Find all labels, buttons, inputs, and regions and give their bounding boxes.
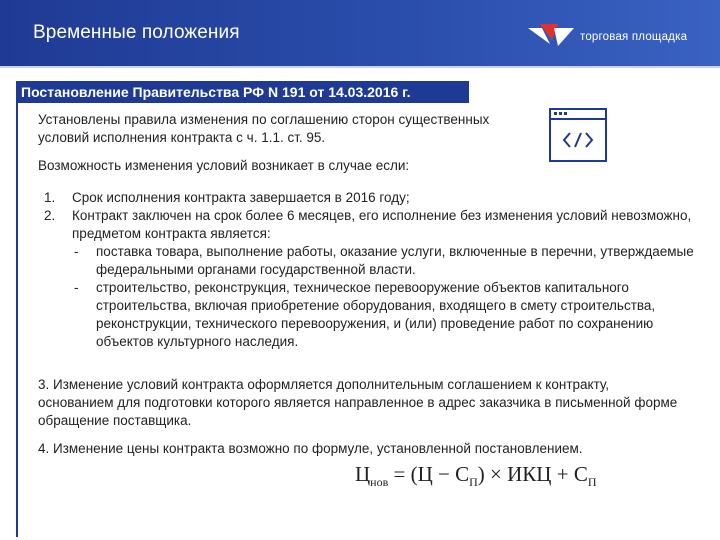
sublist-item bbox=[72, 243, 694, 279]
list-number: 2. bbox=[44, 208, 56, 223]
price-formula bbox=[355, 462, 685, 498]
sublist-dash: - bbox=[74, 244, 79, 259]
formula-lhs-sub: нов bbox=[370, 475, 389, 490]
page-title: Временные положения bbox=[33, 22, 240, 43]
formula-sub2: П bbox=[587, 475, 597, 490]
formula-sub1: П bbox=[469, 475, 478, 490]
list-item-text: Срок исполнения контракта завершается в 2016 году; bbox=[72, 190, 410, 205]
list-item-text: Контракт заключен на срок более 6 месяцев, его исполнение без изменения условий невозможно, предметом контракта является: bbox=[72, 208, 692, 241]
formula-mid: ) × ИКЦ + С bbox=[477, 462, 588, 486]
header-bar bbox=[0, 0, 720, 68]
formula-lhs: Ц bbox=[355, 462, 371, 486]
sublist-dash: - bbox=[74, 280, 79, 295]
intro-text: Установлены правила изменения по соглашению сторон существенных условий исполнения контракта с ч. 1.1. ст. 95. bbox=[38, 112, 490, 145]
list-item bbox=[44, 207, 694, 351]
code-window-icon bbox=[548, 107, 608, 163]
logo-text: торговая площадка bbox=[580, 31, 688, 43]
paragraph-4: 4. Изменение цены контракта возможно по формуле, установленной постановлением. bbox=[38, 441, 583, 456]
paragraph-3: 3. Изменение условий контракта оформляется дополнительным соглашением к контракту, основанием для подготовки которого является направленное в адрес заказчика в письменной форме обращение поставщика. bbox=[38, 377, 678, 428]
list-item bbox=[44, 189, 694, 207]
conditions-list bbox=[44, 189, 694, 351]
left-accent-rule bbox=[16, 82, 18, 537]
condition-text: Возможность изменения условий возникает в случае если: bbox=[38, 158, 410, 173]
formula-eq: = (Ц − С bbox=[388, 462, 470, 486]
logo-mark-icon bbox=[528, 22, 576, 50]
sublist-item bbox=[72, 279, 694, 351]
list-number: 1. bbox=[44, 190, 56, 205]
logo bbox=[528, 22, 718, 52]
resolution-title: Постановление Правительства РФ N 191 от 14.03.2016 г. bbox=[16, 81, 469, 103]
sublist-item-text: поставка товара, выполнение работы, оказание услуги, включенные в перечни, утверждаемые федеральными органами государственной власти. bbox=[96, 244, 694, 277]
sublist-item-text: строительство, реконструкция, техническое перевооружение объектов капитального строительства, включая приобретение оборудования, входящего в смету строительства, реконструкции, технического перевооружения, и (или) проведение работ по сохранению объектов культурного наследия. bbox=[96, 280, 656, 349]
